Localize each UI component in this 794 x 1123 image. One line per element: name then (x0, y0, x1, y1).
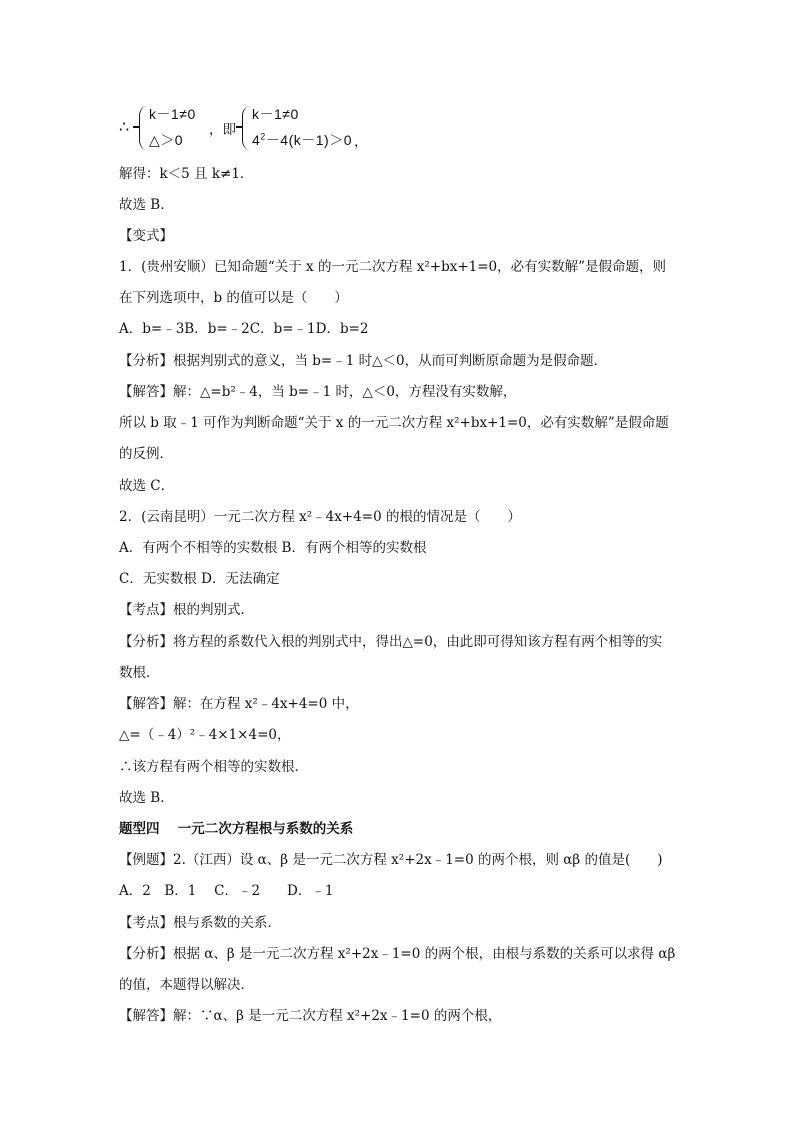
solution-text: 所以 b 取﹣1 可作为判断命题“关于 x 的一元二次方程 x²+bx+1=0，必有实数解”是假命题 (119, 415, 669, 431)
question-text: 【例题】2.（江西）设 α、β 是一元二次方程 x²+2x﹣1=0 的两个根，则 αβ 的值是( ) (119, 852, 663, 868)
system-left-row-1: k－1≠0 (149, 106, 196, 122)
analysis-text: 数根． (119, 665, 160, 681)
answer-options: A．b=﹣3B．b=﹣2C．b=﹣1D．b=2 (119, 321, 369, 337)
question-text: 2．(云南昆明）一元二次方程 x²﹣4x+4=0 的根的情况是（ ） (119, 509, 521, 525)
solution-text: 【解答】解：∵α、β 是一元二次方程 x²+2x﹣1=0 的两个根， (119, 1008, 502, 1024)
system-right-row-1: k－1≠0 (252, 106, 299, 122)
answer-options: A．2 B．1 C．﹣2 D．﹣1 (119, 883, 334, 899)
system-right-row-2-rest: －4(k－1)＞0 (265, 132, 352, 148)
system-connector-text: ，即 (209, 122, 236, 138)
answer-options: C．无实数根 D．无法确定 (119, 571, 280, 587)
analysis-text: 【分析】将方程的系数代入根的判别式中，得出△=0，由此即可得知该方程有两个相等的实 (119, 634, 663, 650)
analysis-text: 【分析】根据判别式的意义，当 b=﹣1 时△＜0，从而可判断原命题为是假命题． (119, 353, 608, 369)
analysis-text: 【分析】根据 α、β 是一元二次方程 x²+2x﹣1=0 的两个根，由根与系数的关系可以求得 αβ (119, 946, 676, 962)
system-trailing-comma: ， (354, 134, 368, 150)
topic-text: 【考点】根与系数的关系． (119, 915, 281, 931)
solution-text: 【解答】解：△=b²﹣4，当 b=﹣1 时，△＜0，方程没有实数解， (119, 384, 517, 400)
left-brace (139, 106, 147, 150)
system-right-row-2 (252, 130, 352, 150)
section-label: 【变式】 (119, 228, 173, 244)
solution-text: 的反例． (119, 446, 173, 462)
text-line: 解得：k＜5 且 k≠1． (119, 166, 254, 182)
solution-text: ∴该方程有两个相等的实数根． (119, 759, 308, 775)
question-text: 在下列选项中，b 的值可以是（ ） (119, 290, 348, 306)
text-line: 故选 B． (119, 790, 174, 806)
section-heading: 题型四 一元二次方程根与系数的关系 (119, 821, 354, 837)
power-exponent: 2 (260, 131, 266, 142)
therefore-symbol: ∴ (119, 117, 130, 136)
solution-text: 【解答】解：在方程 x²﹣4x+4=0 中， (119, 696, 359, 712)
power-base: 4 (252, 132, 261, 148)
solution-text: △=（﹣4）²﹣4×1×4=0， (119, 727, 291, 743)
text-line: 故选 C． (119, 478, 175, 494)
question-text: 1．(贵州安顺）已知命题“关于 x 的一元二次方程 x²+bx+1=0，必有实数解”是假命题，则 (119, 259, 667, 275)
right-brace (242, 106, 250, 150)
system-left-row-2: △＞0 (149, 132, 184, 148)
analysis-text: 的值，本题得以解决． (119, 977, 254, 993)
text-line: 故选 B． (119, 197, 174, 213)
topic-text: 【考点】根的判别式． (119, 602, 254, 618)
answer-options: A．有两个不相等的实数根 B．有两个相等的实数根 (119, 540, 427, 556)
